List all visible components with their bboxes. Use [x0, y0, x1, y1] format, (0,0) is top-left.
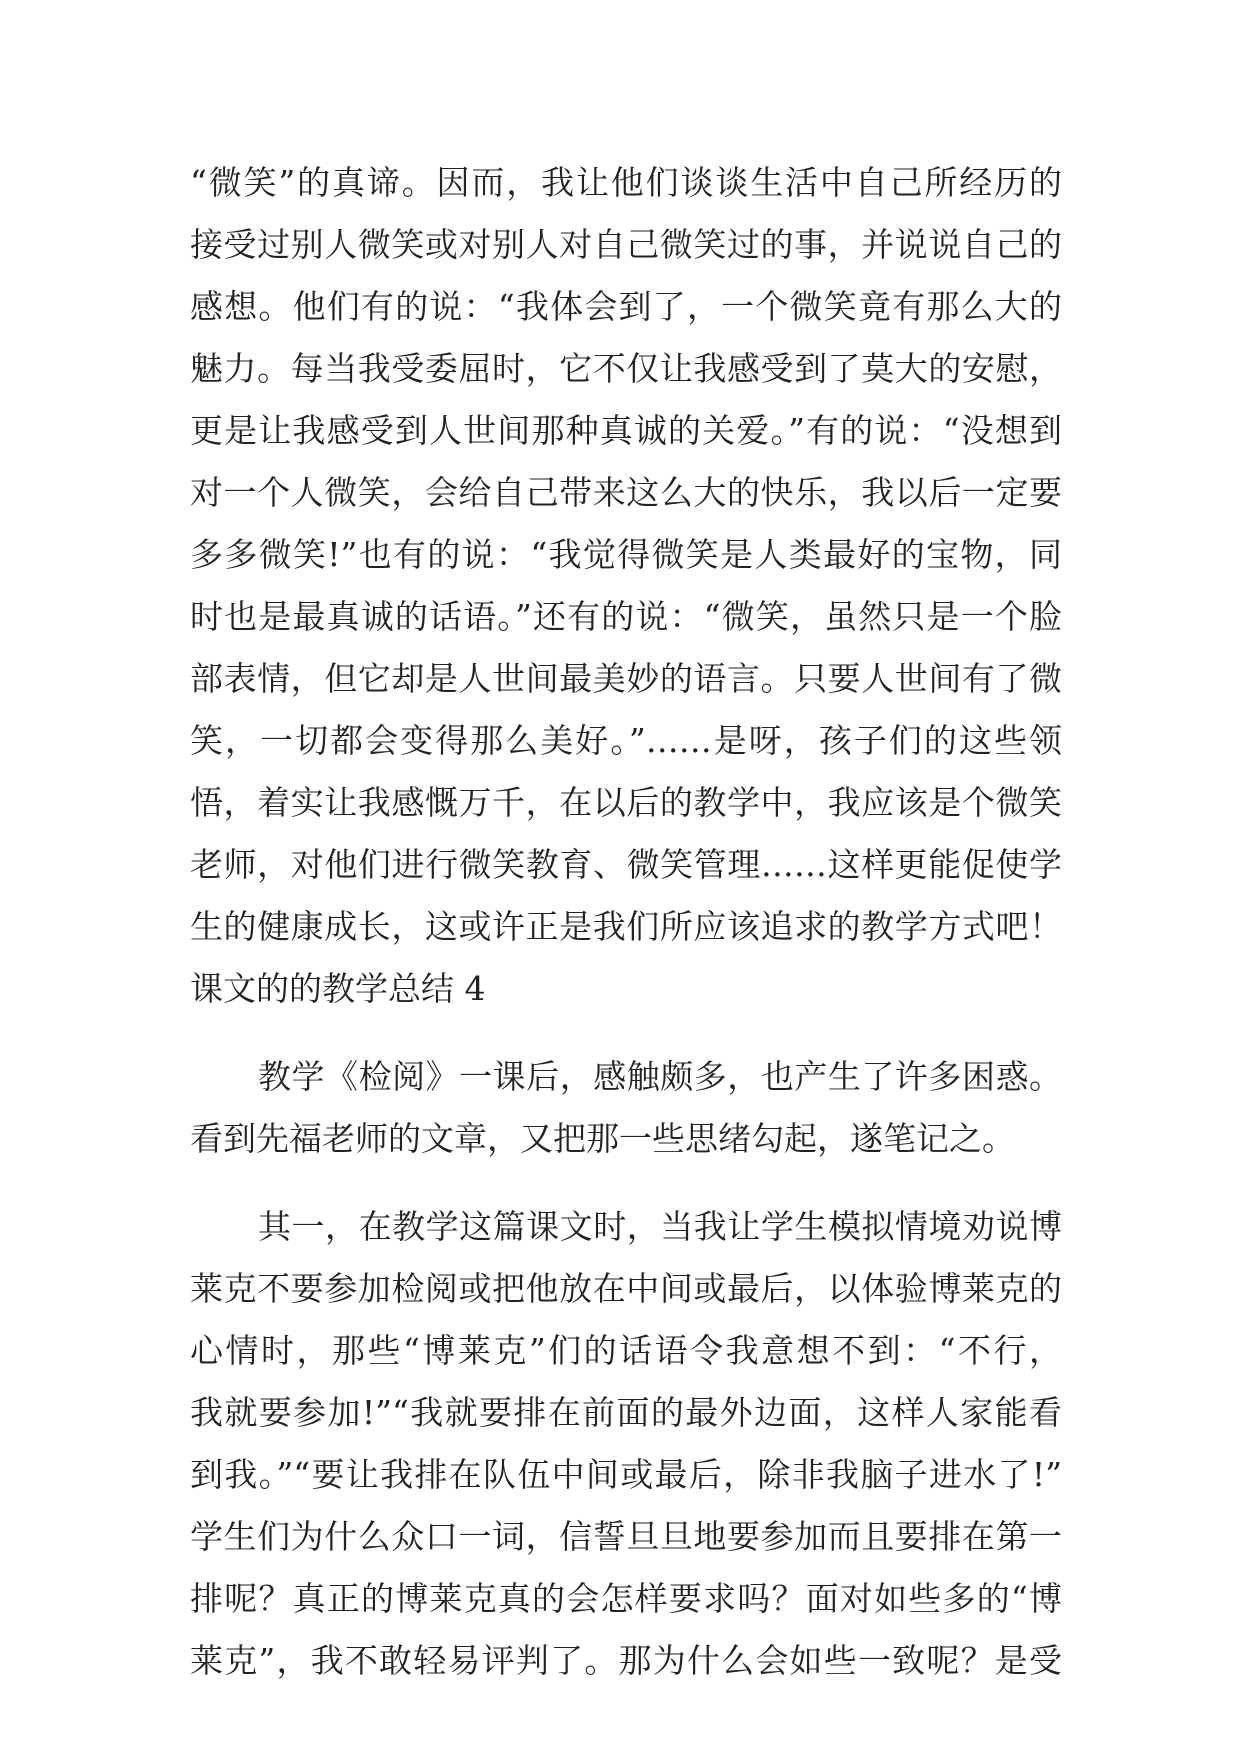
paragraph-1	[190, 152, 1062, 958]
section-heading: 课文的的教学总结 4	[190, 969, 486, 1008]
text-line: 接受过别人微笑或对别人对自己微笑过的事，并说说自己的	[190, 225, 1062, 264]
text-line: 多多微笑!”也有的说：“我觉得微笑是人类最好的宝物，同	[190, 535, 1062, 574]
text-line: 莱克”，我不敢轻易评判了。那为什么会如些一致呢？是受	[190, 1641, 1062, 1680]
text-line: 更是让我感受到人世间那种真诚的关爱。”有的说：“没想到	[190, 411, 1062, 450]
text-line: 时也是最真诚的话语。”还有的说：“微笑，虽然只是一个脸	[190, 597, 1062, 636]
text-line: 排呢？真正的博莱克真的会怎样要求吗？面对如些多的“博	[190, 1579, 1062, 1618]
spacer	[190, 1020, 1062, 1046]
paragraph-3	[190, 1196, 1062, 1692]
text-line: 学生们为什么众口一词，信誓旦旦地要参加而且要排在第一	[190, 1517, 1062, 1556]
text-line: 笑，一切都会变得那么美好。”……是呀，孩子们的这些领	[190, 721, 1062, 760]
text-line: 莱克不要参加检阅或把他放在中间或最后，以体验博莱克的	[190, 1269, 1062, 1308]
text-line: 我就要参加!”“我就要排在前面的最外边面，这样人家能看	[190, 1393, 1062, 1432]
text-line: 老师，对他们进行微笑教育、微笑管理……这样更能促使学	[190, 845, 1062, 884]
text-line: 对一个人微笑，会给自己带来这么大的快乐，我以后一定要	[190, 473, 1062, 512]
document-body	[190, 152, 1062, 1692]
text-line: 生的健康成长，这或许正是我们所应该追求的教学方式吧！	[190, 907, 1062, 946]
text-line: 看到先福老师的文章，又把那一些思绪勾起，遂笔记之。	[190, 1119, 1015, 1158]
text-line: “微笑”的真谛。因而，我让他们谈谈生活中自己所经历的	[190, 163, 1062, 202]
spacer	[190, 1170, 1062, 1196]
text-line: 心情时，那些“博莱克”们的话语令我意想不到：“不行，	[190, 1331, 1062, 1370]
text-line: 到我。”“要让我排在队伍中间或最后，除非我脑子进水了!”	[190, 1455, 1062, 1494]
text-line: 部表情，但它却是人世间最美妙的语言。只要人世间有了微	[190, 659, 1062, 698]
text-line: 其一，在教学这篇课文时，当我让学生模拟情境劝说博	[258, 1207, 1062, 1246]
text-line: 感想。他们有的说：“我体会到了，一个微笑竟有那么大的	[190, 287, 1062, 326]
text-line: 悟，着实让我感慨万千，在以后的教学中，我应该是个微笑	[190, 783, 1062, 822]
paragraph-2	[190, 1046, 1062, 1170]
text-line: 教学《检阅》一课后，感触颇多，也产生了许多困惑。	[258, 1057, 1062, 1096]
text-line: 魅力。每当我受委屈时，它不仅让我感受到了莫大的安慰，	[190, 349, 1062, 388]
